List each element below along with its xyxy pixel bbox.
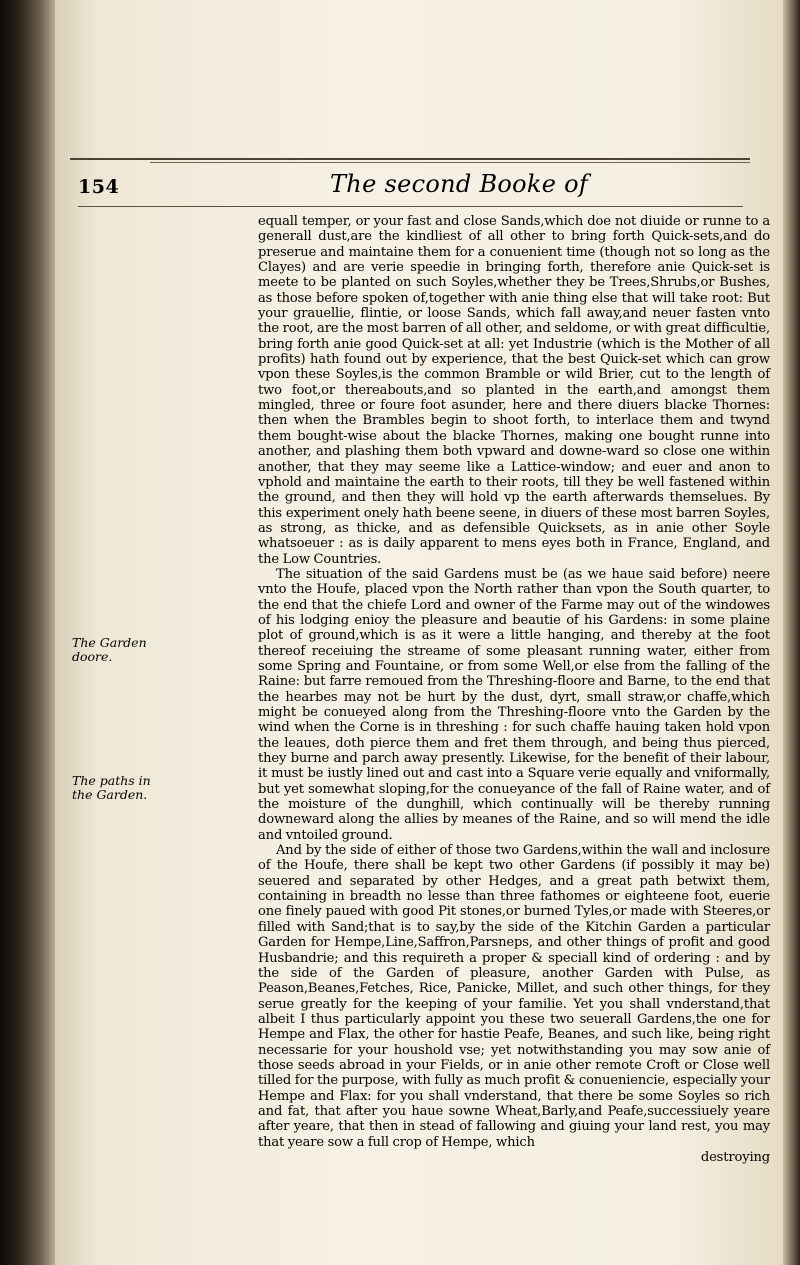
marginal-note-paths: The paths in the Garden.	[72, 773, 151, 802]
header-rule	[78, 206, 743, 207]
running-title: The second Booke of	[330, 170, 589, 198]
paragraph: equall temper, or your fast and close Sands,which doe not diuide or runne to a generall dust,are the kindliest of all other to bring forth Quick-sets,and do preserue and maintaine them for a conuenient time (though not so long as the Clayes) and are verie speedie in bringing forth, therefore anie Quick-set is meete to be planted on such Soyles,whether they be Trees,Shrubs,or Bushes, as those before spoken of,together with anie thing else that will take root: But your grauellie, flintie, or loose Sands, which fall away,and neuer fasten vnto the root, are the most barren of all other, and seldome, or with great difficultie, bring forth anie good Quick-set at all: yet Industrie (which is the Mother of all profits) hath found out by experience, that the best Quick-set which can grow vpon these Soyles,is the common Bramble or wild Brier, cut to the length of two foot,or thereabouts,and so planted in the earth,and amongst them mingled, three or foure foot asunder, here and there diuers blacke Thornes: then when the Brambles begin to shoot forth, to interlace them and twynd them bought-wise about the blacke Thornes, making one bought runne into another, and plashing them both vpward and downe-ward so close one within another, that they may seeme like a Lattice-window; and euer and anon to vphold and maintaine the earth to their roots, till they be well fastened within the ground, and then they will hold vp the earth afterwards themselues. By this experiment onely hath beene seene, in diuers of these most barren Soyles, as strong, as thicke, and as defensible Quicksets, as in anie other Soyle whatsoeuer : as is daily apparent to mens eyes both in France, England, and the Low Countries.	[258, 214, 770, 567]
body-text	[258, 214, 770, 1165]
marginal-note-garden-doore: The Garden doore.	[72, 635, 147, 664]
paragraph: The situation of the said Gardens must be (as we haue said before) neere vnto the Houfe, placed vpon the North rather than vpon the South quarter, to the end that the chiefe Lord and owner of the Farme may out of the windowes of his lodging enioy the pleasure and beautie of his Gardens: in some plaine plot of ground,which is as it were a little hanging, and thereby at the foot thereof receiuing the streame of some pleasant running water, either from some Spring and Fountaine, or from some Well,or else from the falling of the Raine: but farre remoued from the Threshing-floore and Barne, to the end that the hearbes may not be hurt by the dust, dyrt, small straw,or chaffe,which might be conueyed along from the Threshing-floore vnto the Garden by the wind when the Corne is in threshing : for such chaffe hauing taken hold vpon the leaues, doth pierce them and fret them through, and being thus pierced, they burne and parch away presently. Likewise, for the benefit of their labour, it must be iustly lined out and cast into a Square verie equally and vniformally, but yet somewhat sloping,for the conueyance of the fall of Raine water, and of the moisture of the dunghill, which continually will be thereby running downeward along the allies by meanes of the Raine, and so will mend the idle and vntoiled ground.	[258, 566, 770, 843]
paragraph: And by the side of either of those two Gardens,within the wall and inclosure of the Houfe, there shall be kept two other Gardens (if possibly it may be) seuered and separated by other Hedges, and a great path betwixt them, containing in breadth no lesse than three fathomes or eighteene foot, euerie one finely paued with good Pit stones,or burned Tyles,or made with Steeres,or filled with Sand;that is to say,by the side of the Kitchin Garden a particular Garden for Hempe,Line,Saffron,Parsneps, and other things of profit and good Husbandrie; and this requireth a proper & speciall kind of ordering : and by the side of the Garden of pleasure, another Garden with Pulse, as Peason,Beanes,Fetches, Rice, Panicke, Millet, and such other things, for they serue greatly for the keeping of your familie. Yet you shall vnderstand,that albeit I thus particularly appoint you these two seuerall Gardens,the one for Hempe and Flax, the other for hastie Peafe, Beanes, and such like, being right necessarie for your houshold vse; yet notwithstanding you may sow anie of those seeds abroad in your Fields, or in anie other remote Croft or Close well tilled for the purpose, with fully as much profit & conueniencie, especially your Hempe and Flax: for you shall vnderstand, that there be some Soyles so rich and fat, that after you haue sowne Wheat,Barly,and Peafe,successiuely yeare after yeare, that then in stead of fallowing and giuing your land rest, you may that yeare sow a full crop of Hempe, which	[258, 843, 770, 1150]
top-rule	[70, 158, 750, 160]
page-edge	[783, 0, 800, 1265]
top-rule-secondary	[150, 162, 750, 163]
catchword: destroying	[700, 1149, 770, 1165]
book-spine	[0, 0, 55, 1265]
page-number: 154	[78, 176, 120, 198]
